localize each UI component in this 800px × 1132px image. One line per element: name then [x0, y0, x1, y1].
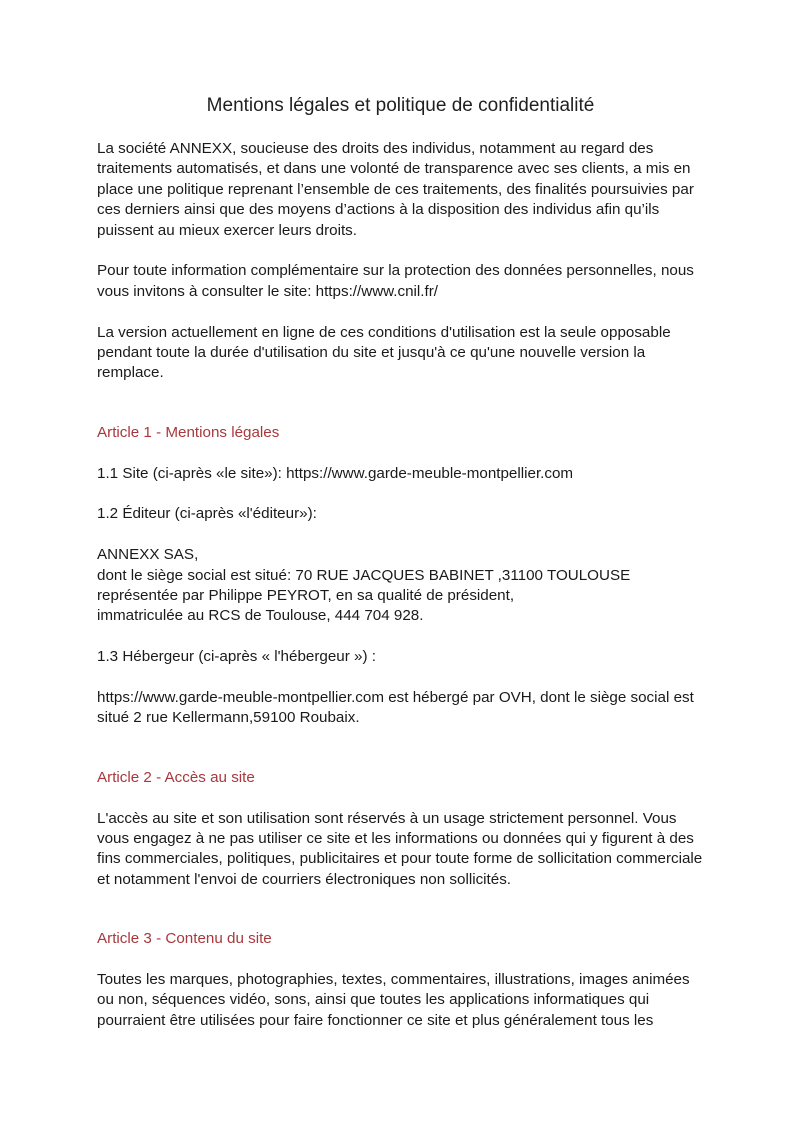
editeur-line: immatriculée au RCS de Toulouse, 444 704 928. — [97, 607, 424, 625]
editeur-line: ANNEXX SAS, — [97, 546, 199, 564]
article-3-heading: Article 3 - Contenu du site — [97, 930, 272, 948]
editeur-line: représentée par Philippe PEYROT, en sa qualité de président, — [97, 587, 515, 605]
article-1-editeur-block — [97, 545, 710, 627]
page-title: Mentions légales et politique de confidentialité — [206, 95, 595, 116]
intro-paragraph-1: La société ANNEXX, soucieuse des droits des individus, notamment au regard des traitements automatisés, et dans une volonté de transparence avec ses clients, a mis en place une politique reprenant l’ensemble de ces traitements, des finalités poursuivies par ces derniers ainsi que des moyens d’actions à la disposition des individus afin qu’ils puissent au mieux exercer leurs droits. — [97, 140, 694, 239]
article-2-text: L'accès au site et son utilisation sont réservés à un usage strictement personnel. Vous vous engagez à ne pas utiliser ce site et les informations ou données qui y figurent à des fins commerciales, politiques, publicitaires et pour toute forme de sollicitation commerciale et notamment l'envoi de courriers électroniques non sollicités. — [97, 809, 703, 888]
article-1-hebergeur-text: https://www.garde-meuble-montpellier.com est hébergé par OVH, dont le siège social est situé 2 rue Kellermann,59100 Roubaix. — [97, 689, 694, 727]
spacer — [97, 668, 710, 688]
editeur-line: dont le siège social est situé: 70 RUE JACQUES BABINET ,31100 TOULOUSE — [97, 566, 631, 584]
spacer — [97, 788, 710, 808]
spacer — [97, 302, 710, 322]
article-1-heading: Article 1 - Mentions légales — [97, 423, 280, 441]
intro-paragraph-2: Pour toute information complémentaire sur la protection des données personnelles, nous vous invitons à consulter le site: https://www.cnil.fr/ — [97, 262, 694, 300]
spacer — [97, 890, 710, 929]
article-1-hebergeur-heading: 1.3 Hébergeur (ci-après « l'hébergeur ») : — [97, 648, 376, 666]
spacer — [97, 525, 710, 545]
spacer — [97, 241, 710, 261]
article-1-site: 1.1 Site (ci-après «le site»): https://www.garde-meuble-montpellier.com — [97, 464, 574, 482]
spacer — [97, 484, 710, 504]
article-3-text: Toutes les marques, photographies, textes, commentaires, illustrations, images animées ou non, séquences vidéo, sons, ainsi que toutes les applications informatiques qui pourraient être utilisées pour faire fonctionner ce site et plus généralement tous les — [97, 971, 690, 1029]
intro-paragraph-3: La version actuellement en ligne de ces conditions d'utilisation est la seule opposable pendant toute la durée d'utilisation du site et jusqu'à ce qu'une nouvelle version la remplace. — [97, 323, 671, 382]
spacer — [97, 950, 710, 970]
spacer — [97, 729, 710, 768]
spacer — [97, 627, 710, 647]
spacer — [97, 443, 710, 463]
spacer — [97, 384, 710, 423]
article-1-editeur-heading: 1.2 Éditeur (ci-après «l'éditeur»): — [97, 505, 317, 523]
article-2-heading: Article 2 - Accès au site — [97, 768, 255, 786]
